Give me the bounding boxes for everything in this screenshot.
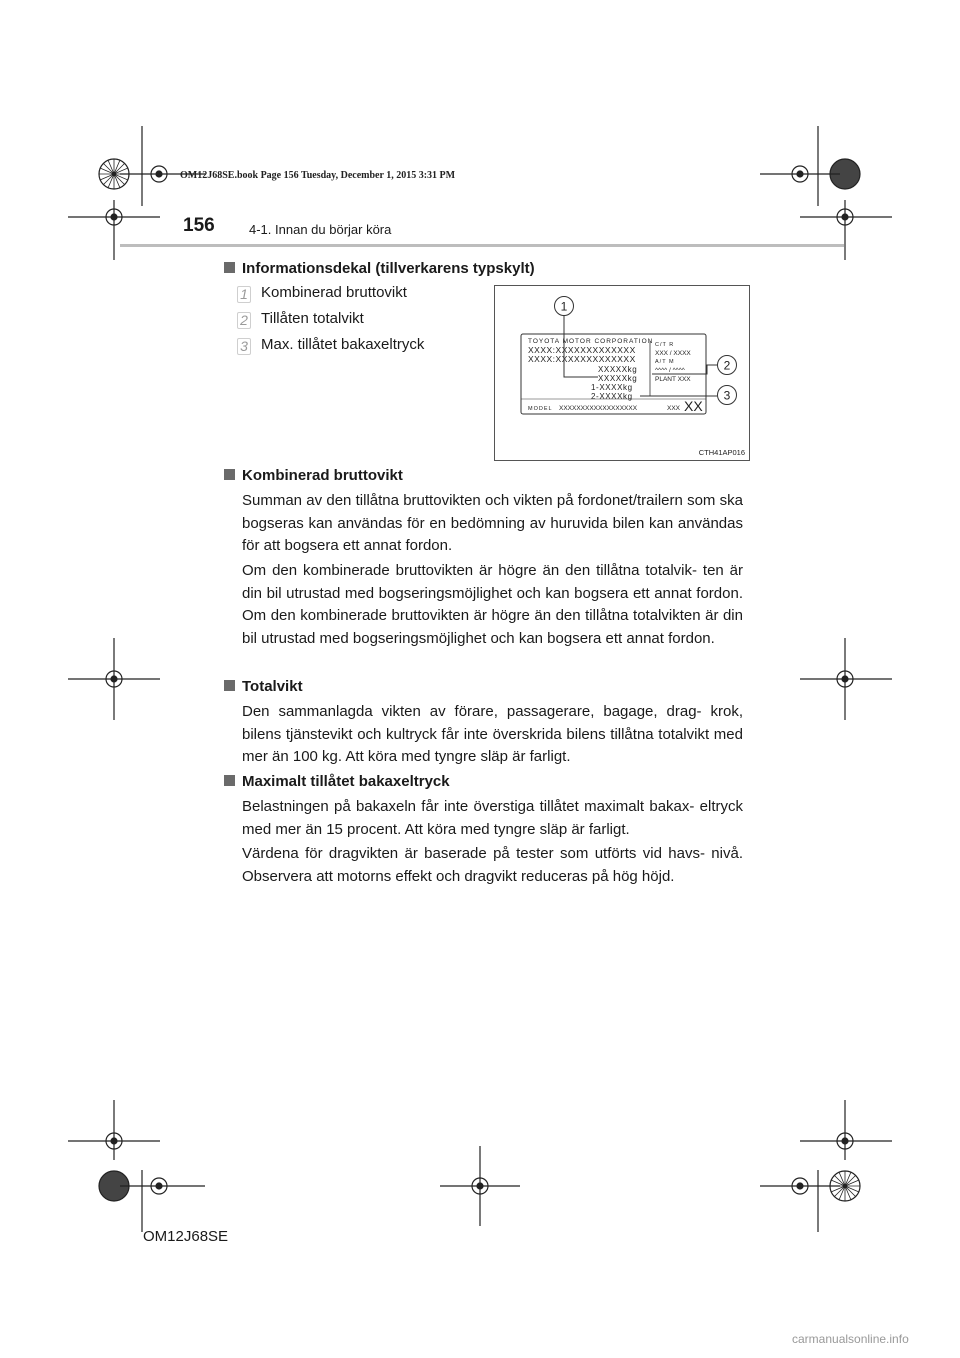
paragraph: Summan av den tillåtna bruttovikten och vikten på fordonet/trailern som ska bogseras kan användas för en bedömning av huruvida bilen kan användas för att bogsera ett annat fordon.: [242, 492, 743, 554]
plate-ctr: C/T R: [655, 342, 675, 348]
legend-item: [237, 284, 407, 303]
footer-code: OM12J68SE: [143, 1228, 229, 1245]
legend-item: [237, 310, 364, 329]
plate-plant: PLANT XXX: [655, 376, 691, 383]
plate-row: XXXX:XXXXXXXXXXXXX: [528, 345, 636, 355]
callout-3: 3: [723, 388, 731, 403]
plate-row: 2-XXXXkg: [591, 392, 633, 401]
paragraph: Om den kombinerade bruttovikten är högre än den tillåtna totalvik- ten är din bil utrustad med bogseringsmöjlighet och kan bogsera ett annat fordon. Om den kombinerade bruttovikten är högre än den tillåtna totalvikten är din bil utrustad med bogseringsmöjlighet och kan bogsera ett annat fordon.: [242, 562, 743, 647]
watermark: carmanualsonline.info: [792, 1332, 909, 1346]
figure-code: CTH41AP016: [698, 448, 745, 457]
plate-code-small: XXX: [667, 405, 681, 412]
plate-ctr-value: XXX / XXXX: [655, 350, 691, 357]
section-heading: Kombinerad bruttovikt: [224, 467, 403, 484]
square-bullet-icon: [224, 680, 235, 691]
registration-rosette-icon: [830, 1171, 860, 1201]
section-heading: Totalvikt: [224, 678, 303, 695]
plate-row: XXXXXkg: [598, 374, 638, 383]
page-number: 156: [183, 215, 215, 236]
paragraph: Belastningen på bakaxeln får inte överstiga tillåtet maximalt bakax- eltryck med mer än 15 procent. Att köra med tyngre släp är farligt.: [242, 798, 743, 838]
plate-atm: A/T M: [655, 359, 675, 365]
legend-number: 1: [237, 286, 251, 303]
legend-item: [237, 336, 424, 355]
legend-label: Kombinerad bruttovikt: [261, 284, 407, 301]
legend-number: 2: [237, 312, 251, 329]
legend-label: Tillåten totalvikt: [261, 310, 364, 327]
plate-row: XXXX:XXXXXXXXXXXXX: [528, 354, 636, 364]
square-bullet-icon: [224, 262, 235, 273]
plate-code-big: XX: [684, 398, 703, 414]
plate-atm-value: ^^^^ / ^^^^: [655, 367, 685, 374]
plate-row: XXXXXkg: [598, 365, 638, 374]
plate-model-label: MODEL: [528, 406, 553, 412]
plate-model-value: XXXXXXXXXXXXXXXXXX: [559, 405, 638, 412]
chapter-title: 4-1. Innan du börjar köra: [249, 222, 392, 237]
header-rule: [120, 244, 844, 247]
section-title: Informationsdekal (tillverkarens typskylt): [224, 260, 535, 277]
callout-1: 1: [560, 299, 568, 314]
paragraph: Den sammanlagda vikten av förare, passagerare, bagage, drag- krok, bilens tjänstevikt och kultryck får inte överskrida bilens tillåtna totalvikt med mer än 100 kg. Att köra med tyngre släp är farligt.: [242, 703, 743, 765]
paragraph: Värdena för dragvikten är baserade på tester som utförts vid havs- nivå. Observera att motorns effekt och dragvikt reduceras på hög höjd.: [242, 845, 743, 885]
square-bullet-icon: [224, 469, 235, 480]
manufacturer-label-figure: [494, 285, 750, 461]
section-heading: Maximalt tillåtet bakaxeltryck: [224, 773, 450, 790]
plate-maker: TOYOTA MOTOR CORPORATION: [528, 338, 654, 345]
plate-row: 1-XXXXkg: [591, 383, 633, 392]
legend-label: Max. tillåtet bakaxeltryck: [261, 336, 425, 353]
print-info: OM12J68SE.book Page 156 Tuesday, December 1, 2015 3:31 PM: [180, 170, 456, 181]
square-bullet-icon: [224, 775, 235, 786]
legend-number: 3: [237, 338, 251, 355]
callout-2: 2: [723, 358, 731, 373]
